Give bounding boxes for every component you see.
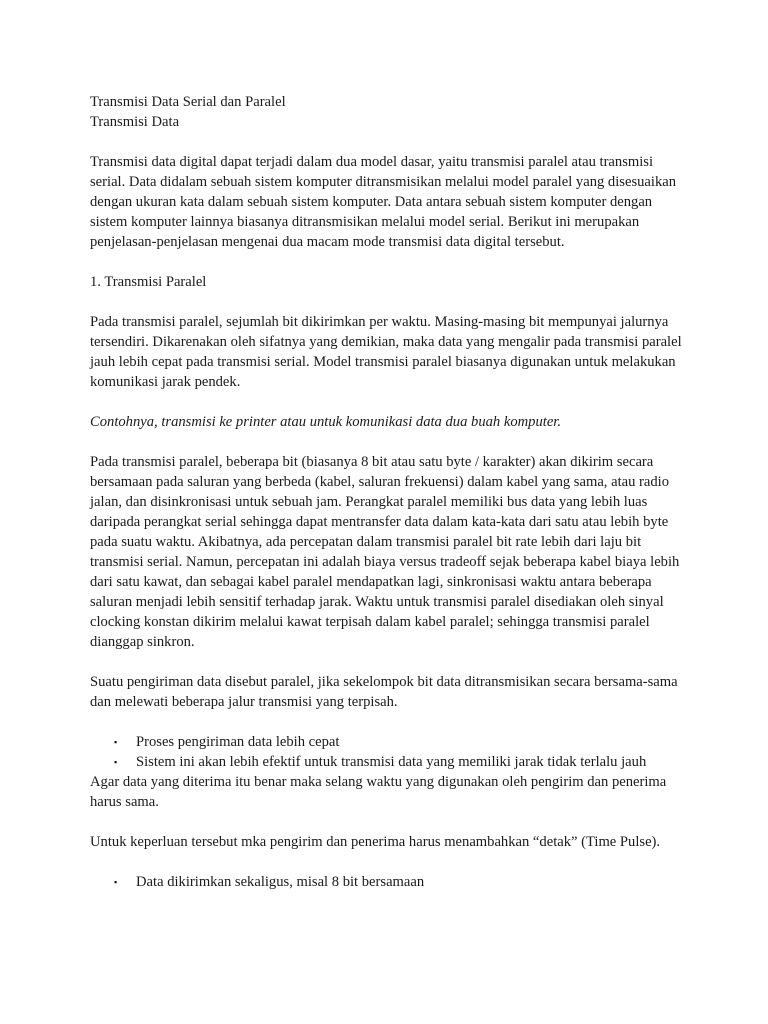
paragraph-time-pulse: Untuk keperluan tersebut mka pengirim dan penerima harus menambahkan “detak” (Time Pulse). — [90, 834, 661, 850]
list-item — [90, 752, 690, 772]
bullet-list-1 — [90, 732, 690, 772]
document-title: Transmisi Data Serial dan Paralel — [90, 94, 286, 110]
bullet-icon: ▪ — [114, 737, 118, 747]
example-paragraph: Contohnya, transmisi ke printer atau untuk komunikasi data dua buah komputer. — [90, 414, 562, 430]
list-item — [90, 732, 690, 752]
bullet-icon: ▪ — [114, 877, 118, 887]
list-item-text: Proses pengiriman data lebih cepat — [136, 734, 340, 750]
paragraph-paralel-detail: Pada transmisi paralel, beberapa bit (biasanya 8 bit atau satu byte / karakter) akan dikirim secara bersamaan pada saluran yang berbeda (kabel, saluran frekuensi) dalam kabel yang sama, atau radio jalan, dan disinkronisasi untuk sebuah jam. Perangkat paralel memiliki bus data yang lebih luas daripada perangkat serial sehingga dapat mentransfer data dalam kata-kata dari satu atau lebih byte pada suatu waktu. Akibatnya, ada percepatan dalam transmisi paralel bit rate lebih dari laju bit transmisi serial. Namun, percepatan ini adalah biaya versus tradeoff sejak beberapa kabel biaya lebih dari satu kawat, dan sebagai kabel paralel mendapatkan lagi, sinkronisasi waktu antara beberapa saluran menjadi lebih sensitif terhadap jarak. Waktu untuk transmisi paralel disediakan oleh sinyal clocking konstan dikirim melalui kawat terpisah dalam kabel paralel; sehingga transmisi paralel dianggap sinkron. — [90, 454, 680, 650]
document-page — [90, 92, 690, 892]
paragraph-timing: Agar data yang diterima itu benar maka selang waktu yang digunakan oleh pengirim dan penerima harus sama. — [90, 774, 667, 810]
section-heading-paralel: 1. Transmisi Paralel — [90, 274, 207, 290]
paragraph-paralel-definition: Pada transmisi paralel, sejumlah bit dikirimkan per waktu. Masing-masing bit mempunyai jalurnya tersendiri. Dikarenakan oleh sifatnya yang demikian, maka data yang mengalir pada transmisi paralel jauh lebih cepat pada transmisi serial. Model transmisi paralel biasanya digunakan untuk melakukan komunikasi jarak pendek. — [90, 314, 682, 390]
bullet-icon: ▪ — [114, 757, 118, 767]
bullet-list-2 — [90, 872, 690, 892]
paragraph-paralel-summary: Suatu pengiriman data disebut paralel, jika sekelompok bit data ditransmisikan secara bersama-sama dan melewati beberapa jalur transmisi yang terpisah. — [90, 674, 678, 710]
list-item-text: Sistem ini akan lebih efektif untuk transmisi data yang memiliki jarak tidak terlalu jauh — [136, 754, 647, 770]
list-item — [90, 872, 690, 892]
intro-paragraph: Transmisi data digital dapat terjadi dalam dua model dasar, yaitu transmisi paralel atau transmisi serial. Data didalam sebuah sistem komputer ditransmisikan melalui model paralel yang disesuaikan dengan ukuran kata dalam sebuah sistem komputer. Data antara sebuah sistem komputer dengan sistem komputer lainnya biasanya ditransmisikan melalui model serial. Berikut ini merupakan penjelasan-penjelasan mengenai dua macam mode transmisi data digital tersebut. — [90, 154, 677, 250]
list-item-text: Data dikirimkan sekaligus, misal 8 bit bersamaan — [136, 874, 425, 890]
document-subtitle: Transmisi Data — [90, 114, 180, 130]
